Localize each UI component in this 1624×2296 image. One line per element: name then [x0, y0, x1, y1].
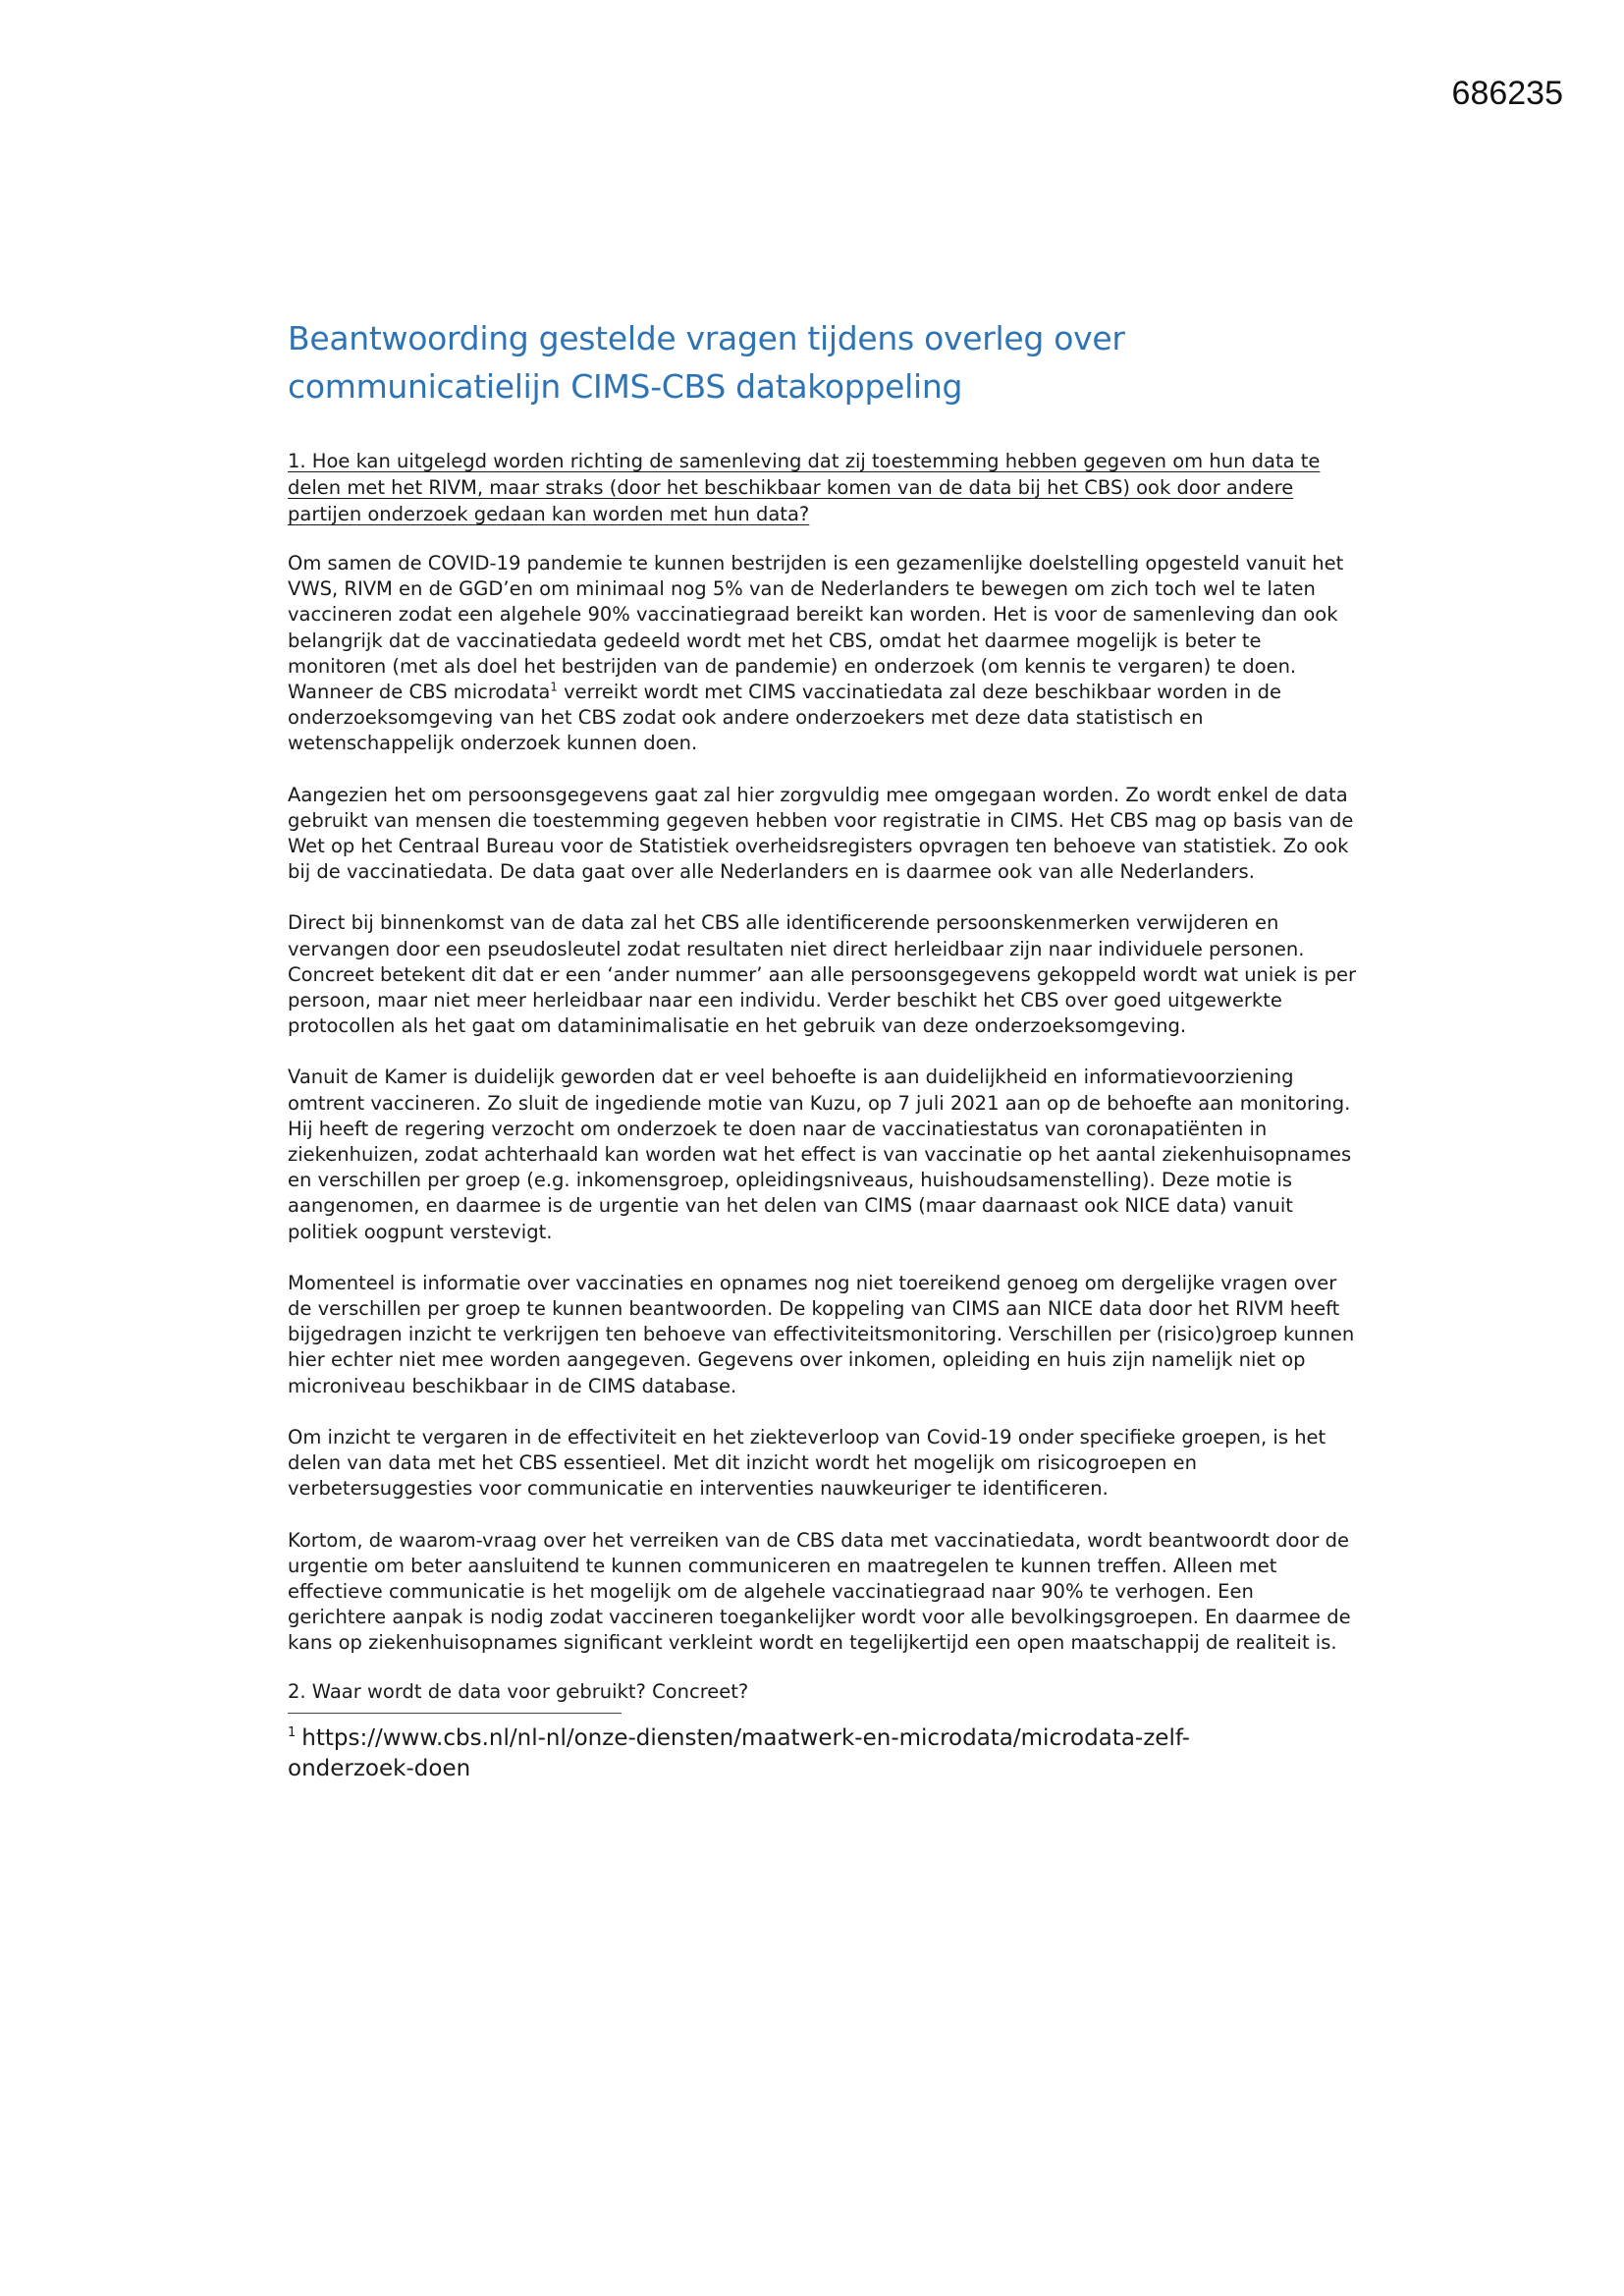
footnote-link[interactable]: https://www.cbs.nl/nl-nl/onze-diensten/maatwerk-en-microdata/microdata-zelf-onderzoek-doen [288, 1724, 1190, 1781]
document-title: Beantwoording gestelde vragen tijdens overleg over communicatielijn CIMS-CBS datakoppeling [288, 319, 1125, 406]
document-number: 686235 [1451, 75, 1563, 112]
paragraph-1b-end: verreikt wordt met CIMS vaccinatiedata zal deze beschikbaar worden in de onderzoeksomgeving van het CBS zodat ook andere onderzoekers met deze data statistisch en wetenschappelijk onderzoek kunnen doen. [288, 681, 1281, 755]
paragraph-6: Om inzicht te vergaren in de effectiviteit en het ziekteverloop van Covid-19 onder specifieke groepen, is het delen van data met het CBS essentieel. Met dit inzicht wordt het mogelijk om risicogroepen en verbetersuggesties voor communicatie en interventies nauwkeuriger te identificeren. [288, 1425, 1326, 1501]
paragraph-1 [288, 551, 1358, 680]
footnote-separator [288, 1713, 622, 1714]
paragraph-1b [288, 680, 1358, 757]
paragraph-1a-text: Om samen de COVID-19 pandemie te kunnen bestrijden is een gezamenlijke doelstelling opgesteld vanuit het VWS, RIVM en de GGD’en om minimaal nog 5% van de Nederlanders te bewegen om zich toch wel te laten vaccineren zodat een algehele 90% vaccinatiegraad bereikt kan worden. Het is voor de samenleving dan ook belangrijk dat de vaccinatiedata gedeeld wordt met het CBS, omdat het daarmee mogelijk is beter te monitoren (met als doel het bestrijden van de pandemie) en onderzoek (om kennis te vergaren) te doen. [288, 552, 1344, 678]
paragraph-7: Kortom, de waarom-vraag over het verreiken van de CBS data met vaccinatiedata, wordt beantwoordt door de urgentie om beter aansluitend te kunnen communiceren en maatregelen te kunnen treffen. Alleen met effectieve communicatie is het mogelijk om de algehele vaccinatiegraad naar 90% te verhogen. Een gerichtere aanpak is nodig zodat vaccineren toegankelijker wordt voor alle bevolkingsgroepen. En daarmee de kans op ziekenhuisopnames significant verkleint wordt en tegelijkertijd een open maatschappij de realiteit is. [288, 1528, 1351, 1655]
paragraph-1b-start: Wanneer de CBS microdata [288, 681, 551, 704]
footnote [288, 1723, 1270, 1784]
footnote-reference[interactable]: 1 [550, 680, 558, 694]
paragraph-4: Vanuit de Kamer is duidelijk geworden dat er veel behoefte is aan duidelijkheid en informatievoorziening omtrent vaccineren. Zo sluit de ingediende motie van Kuzu, op 7 juli 2021 aan op de behoefte aan monitoring. Hij heeft de regering verzocht om onderzoek te doen naar de vaccinatiestatus van coronapatiënten in ziekenhuizen, zodat achterhaald kan worden wat het effect is van vaccinatie op het aantal ziekenhuisopnames en verschillen per groep (e.g. inkomensgroep, opleidingsniveaus, huishoudsamenstelling). Deze motie is aangenomen, en daarmee is de urgentie van het delen van CIMS (maar daarnaast ook NICE data) vanuit politiek oogpunt verstevigt. [288, 1066, 1352, 1243]
document-body [288, 314, 1358, 1784]
footnote-marker: 1 [288, 1724, 297, 1740]
question-1: 1. Hoe kan uitgelegd worden richting de samenleving dat zij toestemming hebben gegeven om hun data te delen met het RIVM, maar straks (door het beschikbaar komen van de data bij het CBS) ook door andere partijen onderzoek gedaan kan worden met hun data? [288, 450, 1321, 525]
paragraph-3: Direct bij binnenkomst van de data zal het CBS alle identificerende persoonskenmerken verwijderen en vervangen door een pseudosleutel zodat resultaten niet direct herleidbaar zijn naar individuele personen. Concreet betekent dit dat er een ‘ander nummer’ aan alle persoonsgegevens gekoppeld wordt wat uniek is per persoon, maar niet meer herleidbaar naar een individu. Verder beschikt het CBS over goed uitgewerkte protocollen als het gaat om dataminimalisatie en het gebruik van deze onderzoeksomgeving. [288, 911, 1356, 1038]
paragraph-5: Momenteel is informatie over vaccinaties en opnames nog niet toereikend genoeg om dergelijke vragen over de verschillen per groep te kunnen beantwoorden. De koppeling van CIMS aan NICE data door het RIVM heeft bijgedragen inzicht te verkrijgen ten behoeve van effectiviteitsmonitoring. Verschillen per (risico)groep kunnen hier echter niet mee worden aangegeven. Gegevens over inkomen, opleiding en huis zijn namelijk niet op microniveau beschikbaar in de CIMS database. [288, 1271, 1355, 1397]
paragraph-2: Aangezien het om persoonsgegevens gaat zal hier zorgvuldig mee omgegaan worden. Zo wordt enkel de data gebruikt van mensen die toestemming gegeven hebben voor registratie in CIMS. Het CBS mag op basis van de Wet op het Centraal Bureau voor de Statistiek overheidsregisters opvragen ten behoeve van statistiek. Zo ook bij de vaccinatiedata. De data gaat over alle Nederlanders en is daarmee ook van alle Nederlanders. [288, 783, 1354, 884]
question-2: 2. Waar wordt de data voor gebruikt? Concreet? [288, 1679, 749, 1703]
